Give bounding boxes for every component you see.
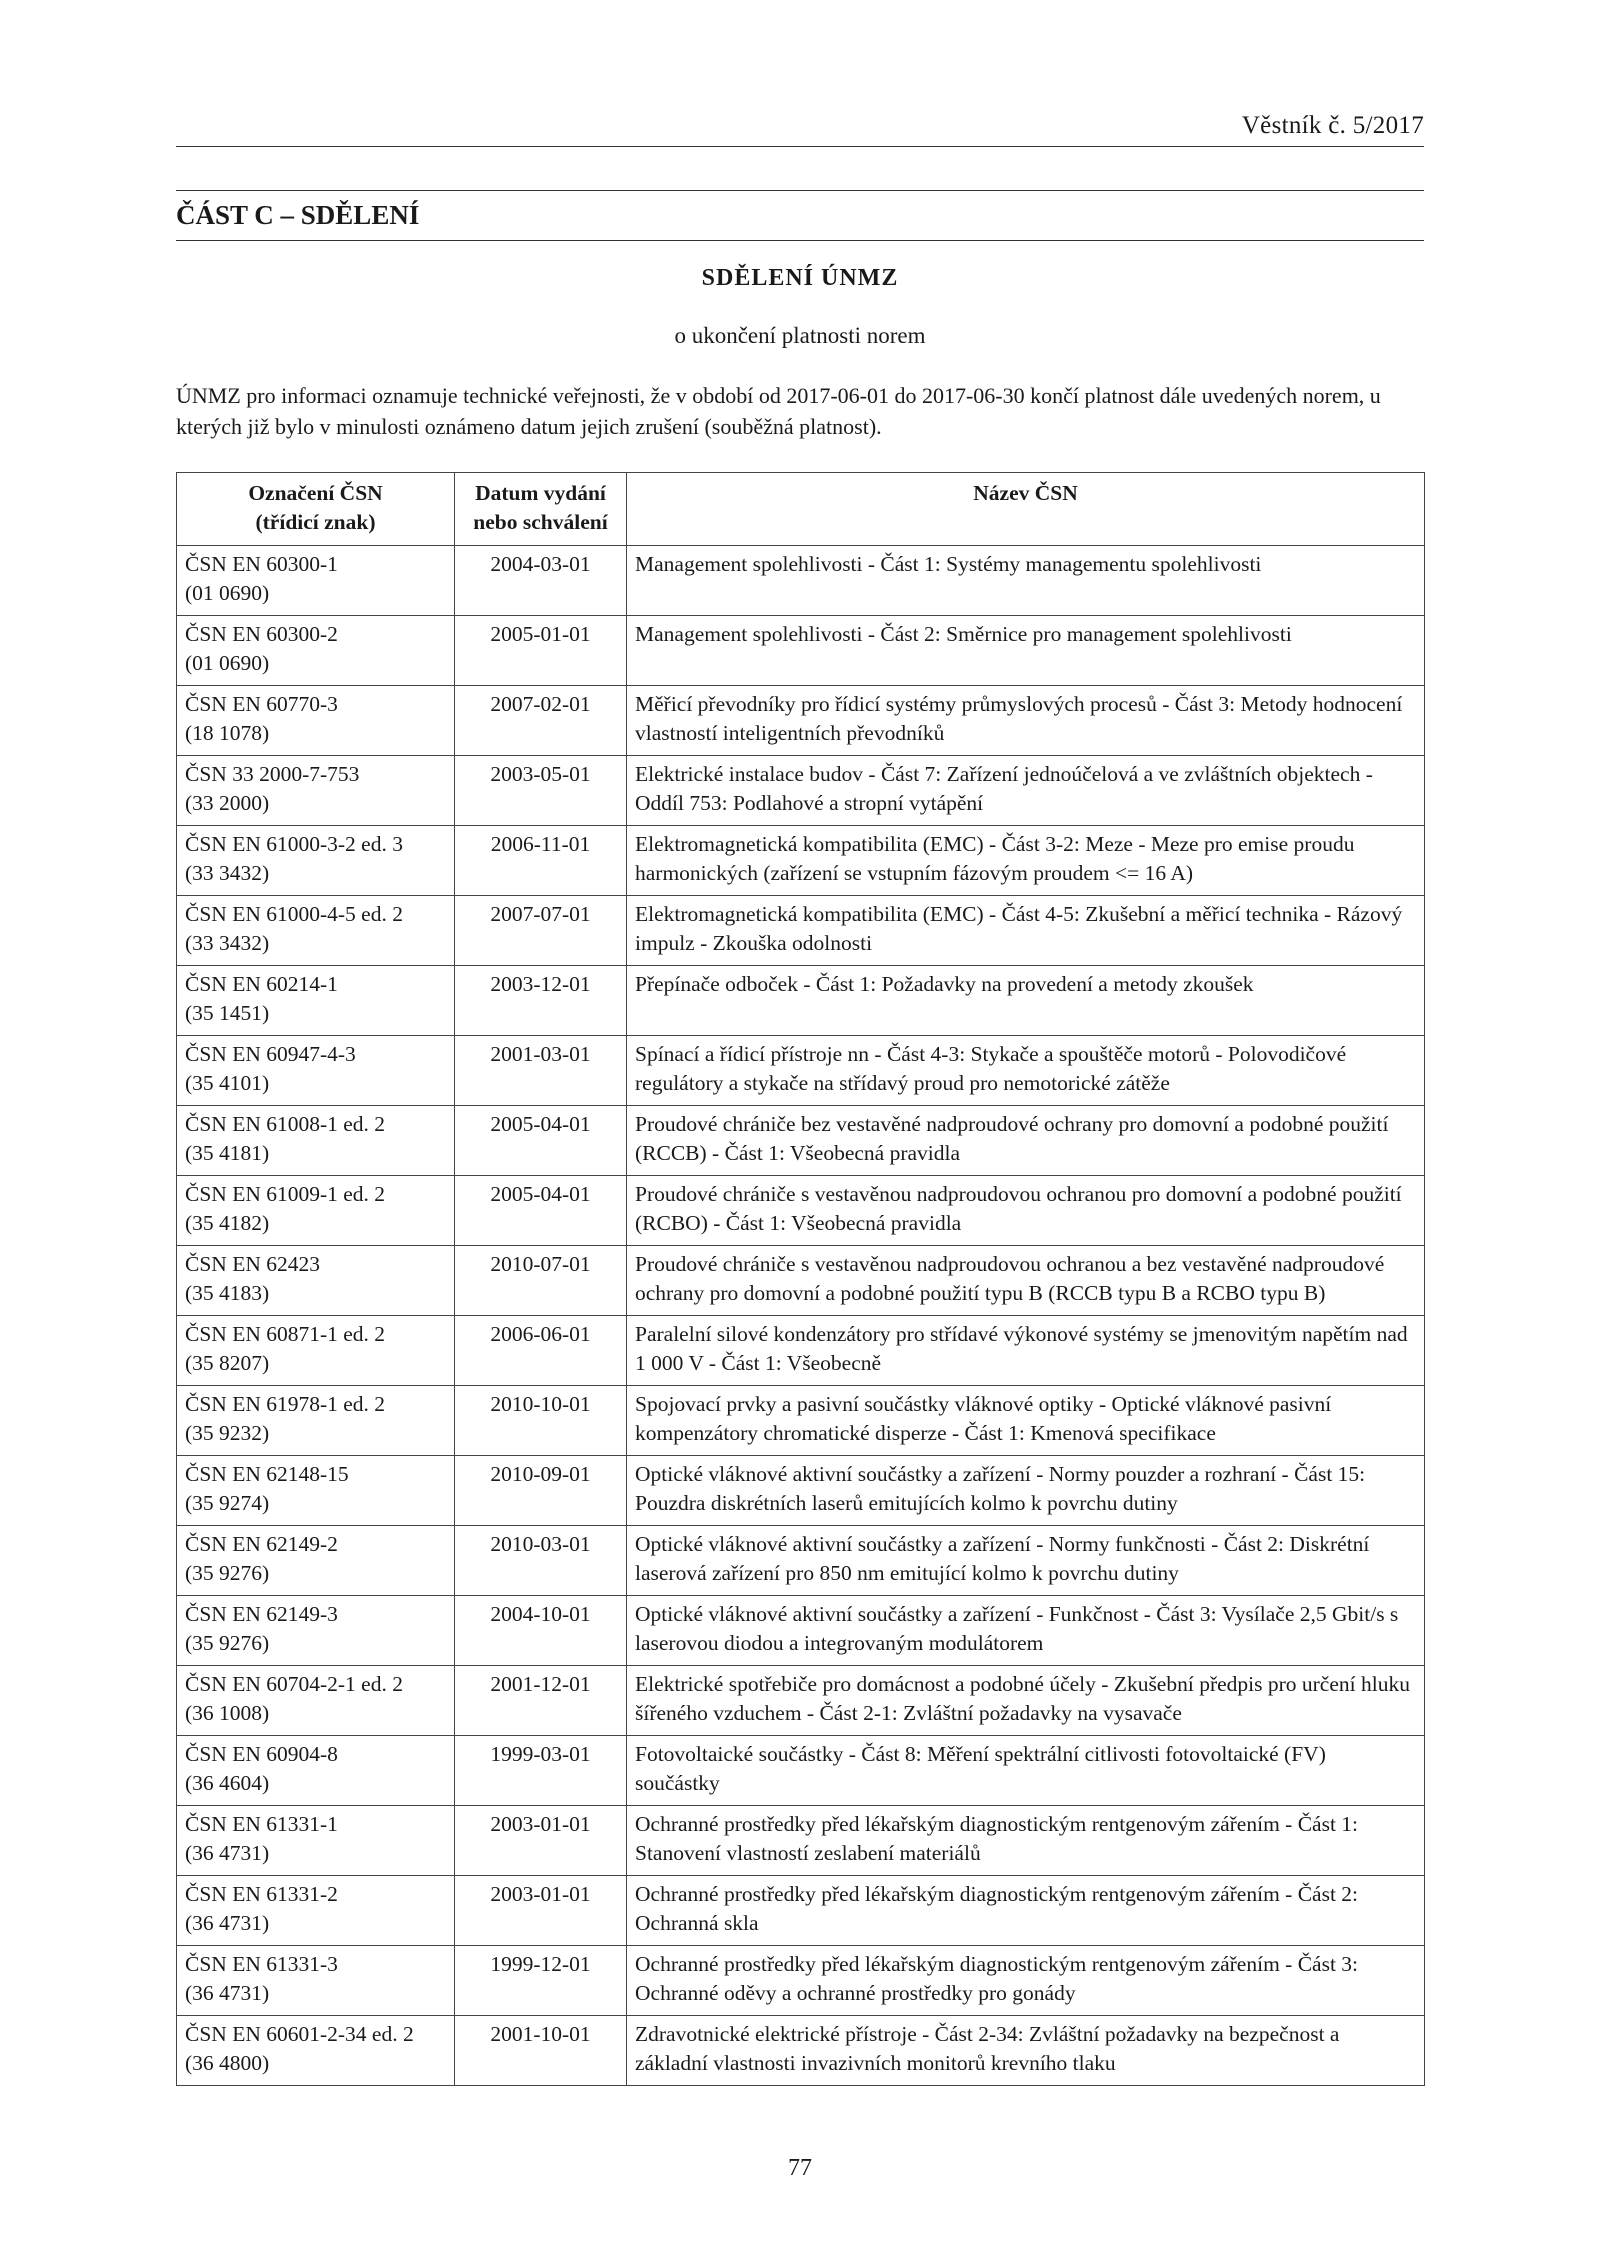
header-designation-line1: Označení ČSN: [248, 481, 383, 505]
issue-date-cell: 2007-07-01: [455, 896, 627, 966]
designation-cell: [177, 616, 455, 686]
norm-title-cell: Fotovoltaické součástky - Část 8: Měření spektrální citlivosti fotovoltaické (FV) součástky: [627, 1736, 1425, 1806]
issue-date-cell: 2005-04-01: [455, 1176, 627, 1246]
issue-date-cell: 2001-12-01: [455, 1666, 627, 1736]
notice-subtitle: o ukončení platnosti norem: [674, 323, 926, 348]
table-row: [177, 1946, 1425, 2016]
header-designation-line2: (třídicí znak): [255, 510, 376, 534]
norm-code: ČSN EN 61331-2: [185, 1882, 338, 1906]
norm-class-code: (33 3432): [185, 861, 270, 885]
designation-cell: [177, 1526, 455, 1596]
norm-code: ČSN EN 61331-1: [185, 1812, 338, 1836]
norm-class-code: (35 4182): [185, 1211, 270, 1235]
norm-code: ČSN EN 61008-1 ed. 2: [185, 1112, 386, 1136]
issue-date-cell: 2003-01-01: [455, 1806, 627, 1876]
norm-class-code: (35 9232): [185, 1421, 270, 1445]
norm-class-code: (36 4731): [185, 1981, 270, 2005]
norm-class-code: (35 9276): [185, 1631, 270, 1655]
norm-class-code: (35 4181): [185, 1141, 270, 1165]
norm-class-code: (35 9276): [185, 1561, 270, 1585]
norm-class-code: (01 0690): [185, 581, 270, 605]
norm-title-cell: Elektromagnetická kompatibilita (EMC) - Část 4-5: Zkušební a měřicí technika - Rázový impulz - Zkouška odolnosti: [627, 896, 1425, 966]
norm-title-cell: Optické vláknové aktivní součástky a zařízení - Funkčnost - Část 3: Vysílače 2,5 Gbit/s s laserovou diodou a integrovaným modulátorem: [627, 1596, 1425, 1666]
issue-date-cell: 2004-10-01: [455, 1596, 627, 1666]
norm-code: ČSN EN 60300-1: [185, 552, 338, 576]
norm-title-cell: Ochranné prostředky před lékařským diagnostickým rentgenovým zářením - Část 3: Ochranné oděvy a ochranné prostředky pro gonády: [627, 1946, 1425, 2016]
table-row: [177, 1456, 1425, 1526]
issue-date-cell: 2010-10-01: [455, 1386, 627, 1456]
table-row: [177, 546, 1425, 616]
issue-date-cell: 2003-05-01: [455, 756, 627, 826]
issue-date-cell: 2006-11-01: [455, 826, 627, 896]
norm-code: ČSN EN 60704-2-1 ed. 2: [185, 1672, 403, 1696]
norm-class-code: (33 3432): [185, 931, 270, 955]
norm-class-code: (36 4731): [185, 1841, 270, 1865]
designation-cell: [177, 1176, 455, 1246]
part-title: ČÁST C – SDĚLENÍ: [176, 200, 420, 230]
norm-code: ČSN EN 61331-3: [185, 1952, 338, 1976]
part-top-rule: [176, 190, 1424, 191]
issue-date-cell: 2001-03-01: [455, 1036, 627, 1106]
designation-cell: [177, 1036, 455, 1106]
intro-paragraph: ÚNMZ pro informaci oznamuje technické veřejnosti, že v období od 2017-06-01 do 2017-06-30 končí platnost dále uvedených norem, u kterých již bylo v minulosti oznámeno datum jejich zrušení (souběžná platnost).: [176, 383, 1381, 439]
part-bottom-rule: [176, 240, 1424, 241]
table-row: [177, 1666, 1425, 1736]
table-row: [177, 1316, 1425, 1386]
designation-cell: [177, 1806, 455, 1876]
designation-cell: [177, 1876, 455, 1946]
norm-code: ČSN EN 60300-2: [185, 622, 338, 646]
norm-code: ČSN EN 60214-1: [185, 972, 338, 996]
designation-cell: [177, 1596, 455, 1666]
norm-code: ČSN EN 62148-15: [185, 1462, 349, 1486]
table-row: [177, 756, 1425, 826]
designation-cell: [177, 1666, 455, 1736]
table-row: [177, 616, 1425, 686]
norm-code: ČSN EN 61009-1 ed. 2: [185, 1182, 386, 1206]
table-row: [177, 966, 1425, 1036]
norm-class-code: (35 9274): [185, 1491, 270, 1515]
norm-code: ČSN EN 61000-4-5 ed. 2: [185, 902, 403, 926]
norm-title-cell: Elektrické spotřebiče pro domácnost a podobné účely - Zkušební předpis pro určení hluku šířeného vzduchem - Část 2-1: Zvláštní požadavky na vysavače: [627, 1666, 1425, 1736]
table-row: [177, 2016, 1425, 2086]
norm-title-cell: Proudové chrániče s vestavěnou nadproudovou ochranou a bez vestavěné nadproudové ochrany pro domovní a podobné použití typu B (RCCB typu B a RCBO typu B): [627, 1246, 1425, 1316]
table-row: [177, 1876, 1425, 1946]
norm-title-cell: Ochranné prostředky před lékařským diagnostickým rentgenovým zářením - Část 1: Stanovení vlastností zeslabení materiálů: [627, 1806, 1425, 1876]
designation-cell: [177, 686, 455, 756]
norm-title-cell: Proudové chrániče s vestavěnou nadproudovou ochranou pro domovní a podobné použití (RCBO) - Část 1: Všeobecná pravidla: [627, 1176, 1425, 1246]
designation-cell: [177, 756, 455, 826]
norm-class-code: (36 4604): [185, 1771, 270, 1795]
table-row: [177, 1106, 1425, 1176]
issue-date-cell: 2010-09-01: [455, 1456, 627, 1526]
table-body: [177, 546, 1425, 2086]
issue-date-cell: 2010-03-01: [455, 1526, 627, 1596]
norm-title-cell: Měřicí převodníky pro řídicí systémy průmyslových procesů - Část 3: Metody hodnocení vlastností inteligentních převodníků: [627, 686, 1425, 756]
norm-code: ČSN EN 60770-3: [185, 692, 338, 716]
designation-cell: [177, 896, 455, 966]
table-row: [177, 1736, 1425, 1806]
issue-date-cell: 2006-06-01: [455, 1316, 627, 1386]
norm-code: ČSN EN 62423: [185, 1252, 320, 1276]
header-title: Název ČSN: [627, 473, 1425, 546]
norm-title-cell: Ochranné prostředky před lékařským diagnostickým rentgenovým zářením - Část 2: Ochranná skla: [627, 1876, 1425, 1946]
norms-table: [176, 472, 1425, 2086]
norm-title-cell: Spínací a řídicí přístroje nn - Část 4-3: Stykače a spouštěče motorů - Polovodičové regulátory a stykače na střídavý proud pro nemotorické zátěže: [627, 1036, 1425, 1106]
norm-title-cell: Management spolehlivosti - Část 1: Systémy managementu spolehlivosti: [627, 546, 1425, 616]
norm-code: ČSN EN 60904-8: [185, 1742, 338, 1766]
table-row: [177, 826, 1425, 896]
norm-code: ČSN EN 60871-1 ed. 2: [185, 1322, 386, 1346]
table-row: [177, 1246, 1425, 1316]
norm-title-cell: Management spolehlivosti - Část 2: Směrnice pro management spolehlivosti: [627, 616, 1425, 686]
table-row: [177, 1176, 1425, 1246]
page-number: 77: [788, 2155, 812, 2181]
norm-title-cell: Zdravotnické elektrické přístroje - Část 2-34: Zvláštní požadavky na bezpečnost a základní vlastnosti invazivních monitorů krevního tlaku: [627, 2016, 1425, 2086]
header-date: [455, 473, 627, 546]
norm-code: ČSN EN 61978-1 ed. 2: [185, 1392, 386, 1416]
running-header: Věstník č. 5/2017: [1241, 112, 1424, 139]
designation-cell: [177, 1106, 455, 1176]
table-row: [177, 1596, 1425, 1666]
designation-cell: [177, 826, 455, 896]
table-row: [177, 896, 1425, 966]
designation-cell: [177, 1386, 455, 1456]
norm-class-code: (36 4731): [185, 1911, 270, 1935]
header-date-line1: Datum vydání: [475, 481, 606, 505]
norm-title-cell: Elektrické instalace budov - Část 7: Zařízení jednoúčelová a ve zvláštních objektech - Oddíl 753: Podlahové a stropní vytápění: [627, 756, 1425, 826]
header-designation: [177, 473, 455, 546]
norm-class-code: (35 1451): [185, 1001, 270, 1025]
table-row: [177, 1526, 1425, 1596]
issue-date-cell: 2004-03-01: [455, 546, 627, 616]
norm-class-code: (35 8207): [185, 1351, 270, 1375]
issue-date-cell: 2003-01-01: [455, 1876, 627, 1946]
issue-date-cell: 2003-12-01: [455, 966, 627, 1036]
norm-class-code: (36 4800): [185, 2051, 270, 2075]
norm-title-cell: Optické vláknové aktivní součástky a zařízení - Normy funkčnosti - Část 2: Diskrétní laserová zařízení pro 850 nm emitující kolmo k povrchu dutiny: [627, 1526, 1425, 1596]
designation-cell: [177, 966, 455, 1036]
designation-cell: [177, 1946, 455, 2016]
table-row: [177, 1036, 1425, 1106]
issue-date-cell: 2005-04-01: [455, 1106, 627, 1176]
issue-date-cell: 2007-02-01: [455, 686, 627, 756]
norm-code: ČSN EN 62149-3: [185, 1602, 338, 1626]
norm-title-cell: Paralelní silové kondenzátory pro střídavé výkonové systémy se jmenovitým napětím nad 1 000 V - Část 1: Všeobecně: [627, 1316, 1425, 1386]
notice-title: SDĚLENÍ ÚNMZ: [701, 265, 899, 291]
norm-title-cell: Přepínače odboček - Část 1: Požadavky na provedení a metody zkoušek: [627, 966, 1425, 1036]
norm-title-cell: Optické vláknové aktivní součástky a zařízení - Normy pouzder a rozhraní - Část 15: Pouzdra diskrétních laserů emitujících kolmo k povrchu dutiny: [627, 1456, 1425, 1526]
designation-cell: [177, 1316, 455, 1386]
designation-cell: [177, 2016, 455, 2086]
issue-date-cell: 1999-03-01: [455, 1736, 627, 1806]
issue-date-cell: 2010-07-01: [455, 1246, 627, 1316]
norm-code: ČSN EN 60601-2-34 ed. 2: [185, 2022, 414, 2046]
designation-cell: [177, 1456, 455, 1526]
norm-class-code: (18 1078): [185, 721, 270, 745]
table-row: [177, 1386, 1425, 1456]
norm-title-cell: Proudové chrániče bez vestavěné nadproudové ochrany pro domovní a podobné použití (RCCB) - Část 1: Všeobecná pravidla: [627, 1106, 1425, 1176]
issue-date-cell: 2001-10-01: [455, 2016, 627, 2086]
norm-class-code: (35 4101): [185, 1071, 270, 1095]
norm-class-code: (01 0690): [185, 651, 270, 675]
norm-class-code: (35 4183): [185, 1281, 270, 1305]
norm-code: ČSN 33 2000-7-753: [185, 762, 360, 786]
designation-cell: [177, 1736, 455, 1806]
document-page: [176, 0, 1424, 2263]
norm-class-code: (36 1008): [185, 1701, 270, 1725]
norm-title-cell: Spojovací prvky a pasivní součástky vláknové optiky - Optické vláknové pasivní kompenzátory chromatické disperze - Část 1: Kmenová specifikace: [627, 1386, 1425, 1456]
table-row: [177, 1806, 1425, 1876]
designation-cell: [177, 546, 455, 616]
header-date-line2: nebo schválení: [473, 510, 608, 534]
norm-class-code: (33 2000): [185, 791, 270, 815]
issue-date-cell: 2005-01-01: [455, 616, 627, 686]
header-rule: [176, 146, 1424, 147]
designation-cell: [177, 1246, 455, 1316]
norm-title-cell: Elektromagnetická kompatibilita (EMC) - Část 3-2: Meze - Meze pro emise proudu harmonických (zařízení se vstupním fázovým proudem <= 16 A): [627, 826, 1425, 896]
norm-code: ČSN EN 60947-4-3: [185, 1042, 356, 1066]
table-header-row: [177, 473, 1425, 546]
norm-code: ČSN EN 61000-3-2 ed. 3: [185, 832, 403, 856]
norm-code: ČSN EN 62149-2: [185, 1532, 338, 1556]
table-row: [177, 686, 1425, 756]
issue-date-cell: 1999-12-01: [455, 1946, 627, 2016]
